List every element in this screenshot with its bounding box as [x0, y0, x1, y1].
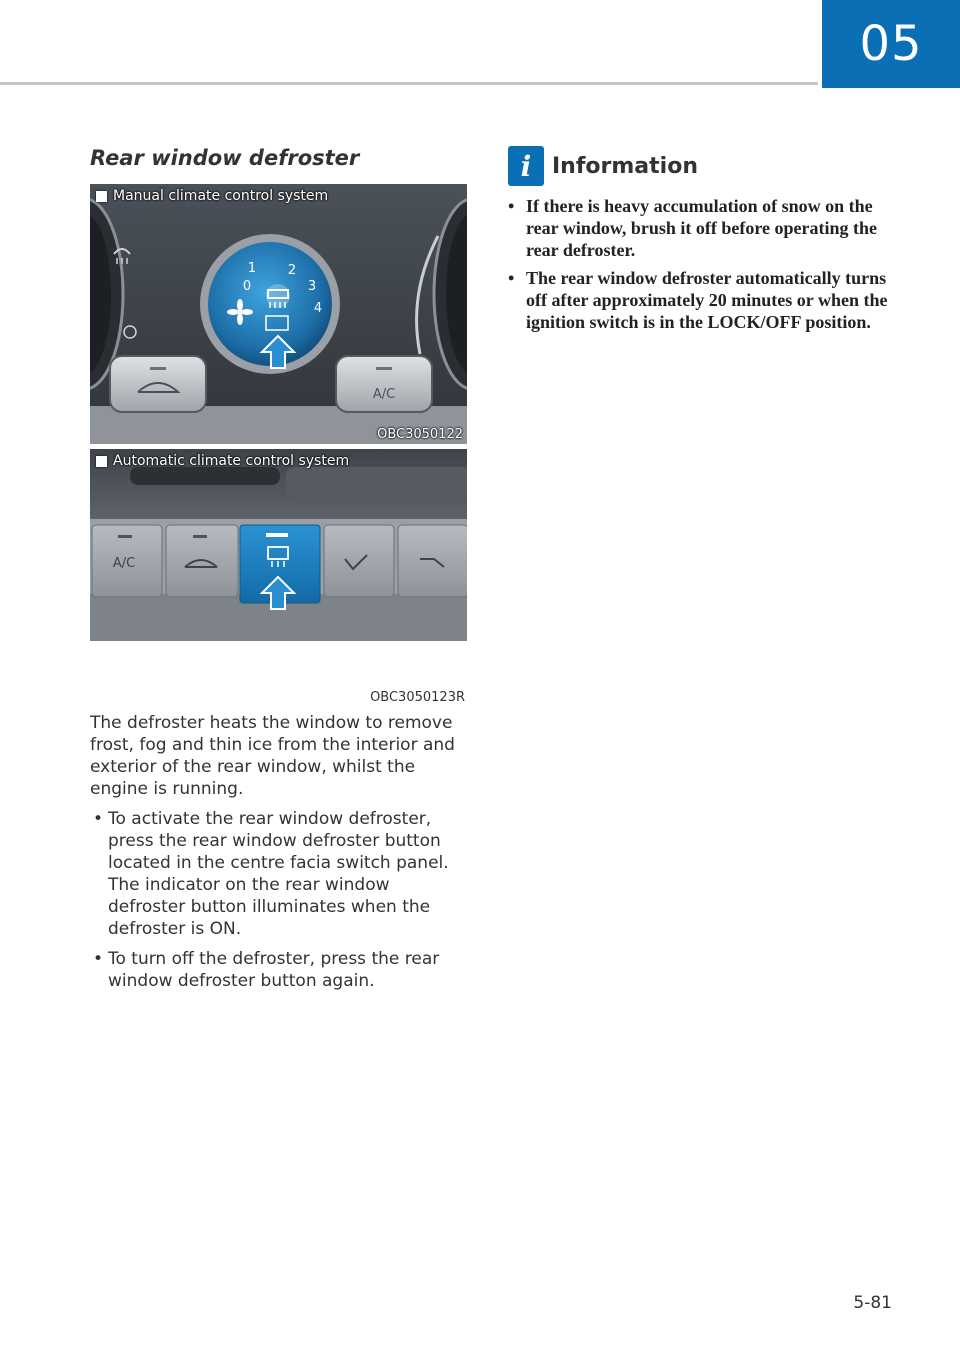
info-bullet-auto-off: • The rear window defroster automatically turns off after approximately 20 minutes or when the ignition switch is in the LOCK/OFF position.: [508, 267, 893, 333]
figure-auto-label-text: Automatic climate control system: [113, 453, 350, 469]
body-intro: The defroster heats the window to remove frost, fog and thin ice from the interior and exterior of the rear window, whilst the engine is running.: [90, 713, 455, 799]
dial-number-3: 3: [307, 279, 317, 294]
recirculation-key[interactable]: [166, 525, 238, 597]
ac-button-label: A/C: [372, 387, 396, 402]
chapter-tab: 05: [822, 0, 960, 88]
info-bullet-list: [508, 195, 893, 339]
floor-vent-key[interactable]: [398, 525, 467, 597]
ac-key[interactable]: [92, 525, 162, 597]
figure-manual-code: OBC3050122: [377, 427, 463, 442]
figure-auto-label: [96, 453, 349, 469]
section-title: Rear window defroster: [90, 146, 360, 170]
dial-number-1: 1: [247, 261, 257, 276]
info-header: [508, 146, 698, 186]
dial-number-4: 4: [313, 301, 323, 316]
body-bullet-activate: • To activate the rear window defroster, press the rear window defroster button located in the centre facia switch panel. The indicator on the rear window defroster button illuminates when the defroster is ON.: [90, 808, 470, 940]
figure-manual-label: [96, 188, 328, 204]
header-rule: [0, 82, 818, 85]
dial-number-2: 2: [287, 263, 297, 278]
figure-auto-climate: [90, 449, 467, 641]
rear-defroster-key[interactable]: [240, 525, 320, 609]
page-number: 5-81: [853, 1293, 892, 1313]
info-bullet-snow: • If there is heavy accumulation of snow on the rear window, brush it off before operating the rear defroster.: [508, 195, 893, 261]
figure-manual-label-text: Manual climate control system: [113, 188, 329, 204]
figure-caption-code: OBC3050123R: [370, 690, 465, 705]
dial-number-0: 0: [242, 279, 252, 294]
info-title: Information: [552, 153, 698, 179]
face-vent-key[interactable]: [324, 525, 394, 597]
square-bullet-icon: [96, 456, 107, 467]
ac-button[interactable]: [336, 356, 432, 412]
manual-climate-illustration: [90, 184, 467, 444]
recirculation-button[interactable]: [110, 356, 206, 412]
rear-defrost-icon[interactable]: [266, 284, 290, 308]
figure-manual-climate: [90, 184, 467, 444]
square-bullet-icon: [96, 191, 107, 202]
info-icon: i: [508, 146, 544, 186]
auto-climate-illustration: [90, 449, 467, 641]
body-text: [90, 712, 470, 1000]
body-bullet-list: [90, 808, 470, 992]
body-bullet-turn-off: • To turn off the defroster, press the rear window defroster button again.: [90, 948, 470, 992]
ac-key-label: A/C: [112, 556, 136, 571]
